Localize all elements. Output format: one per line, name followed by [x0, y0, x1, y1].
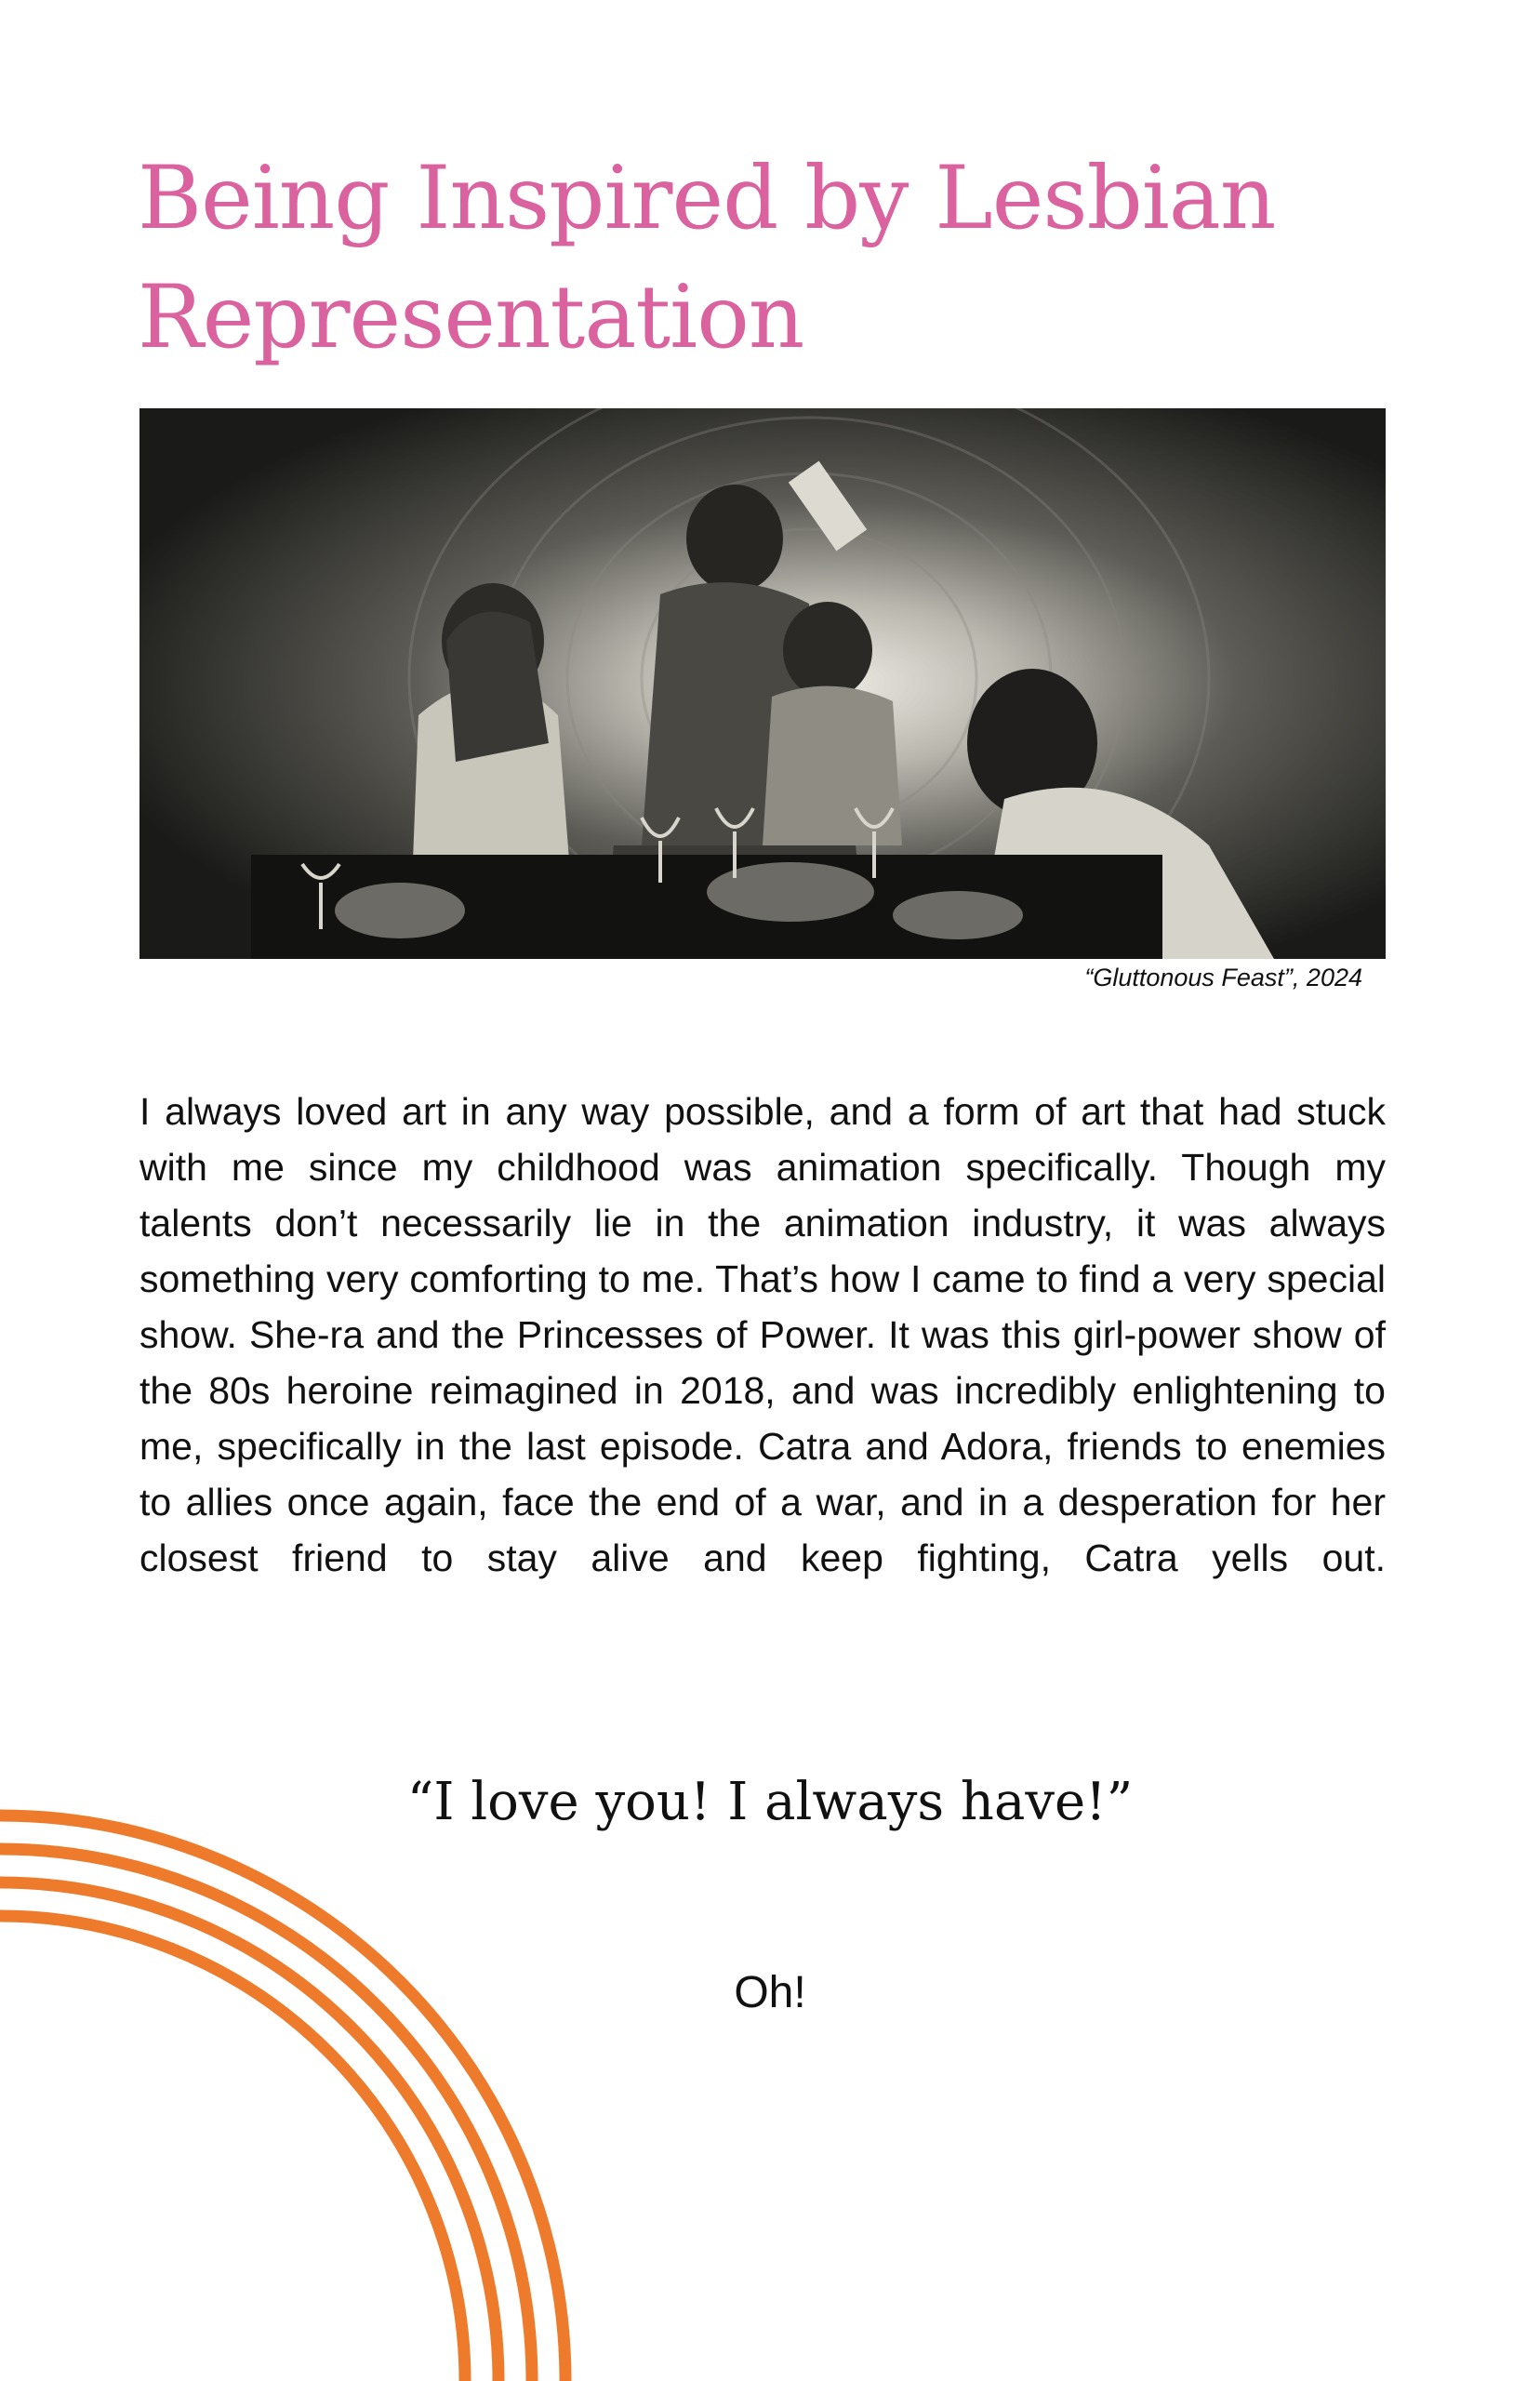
exclamation-text: Oh! [734, 1968, 806, 2017]
artwork-illustration [139, 408, 1386, 959]
body-paragraph: I always loved art in any way possible, and a form of art that had stuck with me since my childhood was animation specifically. Though my talents don’t necessarily lie in the animation industry, it was always something very comforting to me. That’s how I came to find a very special show. She-ra and the Princesses of Power. It was this girl-power show of the 80s heroine reimagined in 2018, and was incredibly enlightening to me, specifically in the last episode. Catra and Adora, friends to enemies to allies once again, face the end of a war, and in a desperation for her closest friend to stay alive and keep fighting, Catra yells out. [139, 1090, 1386, 1579]
decorative-arcs [0, 1767, 651, 2381]
artwork-caption: “Gluttonous Feast”, 2024 [1084, 964, 1362, 991]
pull-quote: “I love you! I always have!” [406, 1772, 1134, 1832]
page-title: Being Inspired by Lesbian Representation [138, 148, 1276, 368]
